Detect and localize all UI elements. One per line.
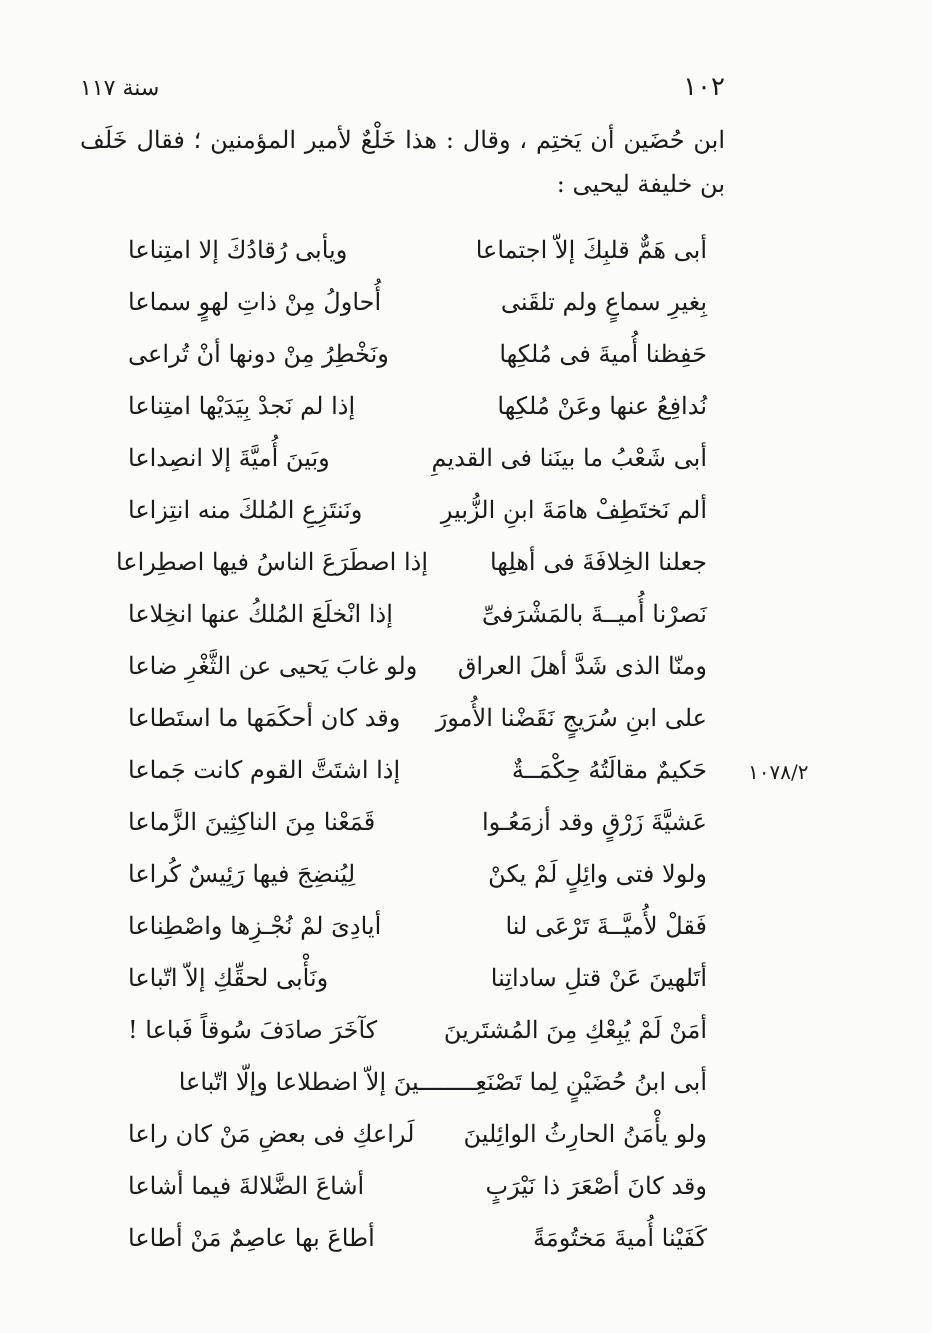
verse-first-hemistich: عَشيَّةَ زَرْقٍ وقد أزمَعُـوا <box>482 808 707 836</box>
verse-second-hemistich: أيادِىَ لمْ نُجْـزِها واصْطِناعا <box>128 912 382 940</box>
verse-line <box>0 912 932 964</box>
verse-line <box>0 860 932 912</box>
verse-first-hemistich: نُدافِعُ عنها وعَنْ مُلكِها <box>497 392 707 420</box>
verse-line <box>0 600 932 652</box>
verse-second-hemistich: ونَخْطِرُ مِنْ دونها أنْ تُراعى <box>128 340 389 368</box>
verse-line <box>0 1224 932 1276</box>
verse-second-hemistich: أطاعَ بها عاصِمٌ مَنْ أطاعا <box>128 1224 375 1252</box>
page-header <box>80 72 725 108</box>
verse-line <box>0 1016 932 1068</box>
verse-first-hemistich: أبى شَعْبُ ما بينَنا فى القديمِ <box>431 444 707 472</box>
verse-first-hemistich: ولو يأْمَنُ الحارِثُ الوائِلينَ <box>463 1120 707 1148</box>
year-label: سنة ١١٧ <box>80 76 160 101</box>
verse-line <box>0 340 932 392</box>
verse-line <box>0 704 932 756</box>
verse-first-hemistich: أتَلهينَ عَنْ قتلِ ساداتِنا <box>490 964 707 992</box>
margin-reference: ١٠٧٨/٢ <box>748 760 809 784</box>
verse-second-hemistich: أُحاولُ مِنْ ذاتِ لهوٍ سماعا <box>128 288 382 316</box>
verse-first-hemistich: وقد كانَ أصْعَرَ ذا نَيْرَبٍ <box>485 1172 707 1200</box>
verse-line <box>0 756 932 808</box>
verse-line <box>0 652 932 704</box>
verse-first-hemistich: جعلنا الخِلافَةَ فى أهلِها <box>489 548 707 576</box>
intro-paragraph: ابن حُضَين أن يَختِم ، وقال : هذا خَلْعٌ لأمير المؤمنين ؛ فقال خَلَف بن خليفة ليحيى : <box>80 126 725 198</box>
verse-second-hemistich: إذا لم نَجدْ بِيَدَيْها امتِناعا <box>128 392 356 420</box>
verse-first-hemistich: أبى هَمٌّ قلبِكَ إلاّ اجتماعا <box>475 236 707 264</box>
verse-line <box>0 236 932 288</box>
verse-line <box>0 444 932 496</box>
verse-first-hemistich: حَفِظنا أُميةَ فى مُلكِها <box>499 340 707 368</box>
verse-second-hemistich: كآخَرَ صادَفَ سُوقاً فَباعا ! <box>128 1016 378 1044</box>
verse-line <box>0 392 932 444</box>
verse-line <box>0 1120 932 1172</box>
verse-second-hemistich: ولو غابَ يَحيى عن الثَّغْرِ ضاعا <box>128 652 418 680</box>
verse-second-hemistich: ويأبى رُقادُكَ إلا امتِناعا <box>128 236 348 264</box>
verse-first-hemistich: على ابنِ سُرَيجٍ نَقَضْنا الأُمورَ <box>435 704 707 732</box>
verse-line <box>0 1172 932 1224</box>
verse-second-hemistich: ونَأْبى لحقِّكِ إلاّ اتّباعا <box>128 964 329 992</box>
verse-second-hemistich: لِيُنضِجَ فيها رَئِيسٌ كُراعا <box>128 860 356 888</box>
verse-full-line: أبى ابنُ حُضَيْنٍ لِما تَصْنَعِــــــــينَ إلاّ اضطلاعا وإلّا اتّباعا <box>178 1068 707 1096</box>
verse-first-hemistich: بِغيرِ سماعٍ ولم تلقَنى <box>500 288 707 316</box>
verse-second-hemistich: إذا اصطَرَعَ الناسُ فيها اصطِراعا <box>115 548 428 576</box>
verse-line <box>0 496 932 548</box>
page-number: ١٠٢ <box>683 72 725 102</box>
verse-first-hemistich: ومنّا الذى شَدَّ أهلَ العراق <box>457 652 707 680</box>
verse-first-hemistich: ألم نَختَطِفْ هامَةَ ابنِ الزُّبيرِ <box>440 496 707 524</box>
verse-first-hemistich: نَصرْنا أُميــةَ بالمَشْرَفىِّ <box>482 600 707 628</box>
verse-line <box>0 288 932 340</box>
verse-first-hemistich: حَكيمٌ مقالَتُهُ حِكْمَــةٌ <box>511 756 707 784</box>
verse-second-hemistich: إذا اشتَتَّ القوم كانت جَماعا <box>128 756 401 784</box>
verse-second-hemistich: وقد كان أحكَمَها ما استَطاعا <box>128 704 401 732</box>
verse-second-hemistich: ونَنتَزِعِ المُلكَ منه انتِزاعا <box>128 496 363 524</box>
verse-second-hemistich: أشاعَ الضَّلالةَ فيما أشاعا <box>128 1172 365 1200</box>
verse-first-hemistich: فَقلْ لأُميَّــةَ تَرْعَى لنا <box>505 912 707 940</box>
verse-line <box>0 808 932 860</box>
verse-second-hemistich: إذا انْخلَعَ المُلكُ عنها انخِلاعا <box>128 600 393 628</box>
verse-second-hemistich: وبَينَ أُميَّةَ إلا انصِداعا <box>128 444 330 472</box>
verse-first-hemistich: ولولا فتى وائِلٍ لَمْ يكنْ <box>488 860 707 888</box>
verse-line <box>0 964 932 1016</box>
verse-line <box>0 548 932 600</box>
verse-first-hemistich: كَفَيْنا أُميةَ مَختُومَةً <box>533 1224 707 1252</box>
verse-line <box>0 1068 932 1120</box>
verse-second-hemistich: قَمَعْنا مِنَ الناكِثِينَ الزَّماعا <box>128 808 376 836</box>
verse-second-hemistich: لَراعكِ فى بعضِ مَنْ كان راعا <box>128 1120 415 1148</box>
verse-first-hemistich: أمَنْ لَمْ يُبِعْكِ مِنَ المُشتَرينَ <box>443 1016 707 1044</box>
